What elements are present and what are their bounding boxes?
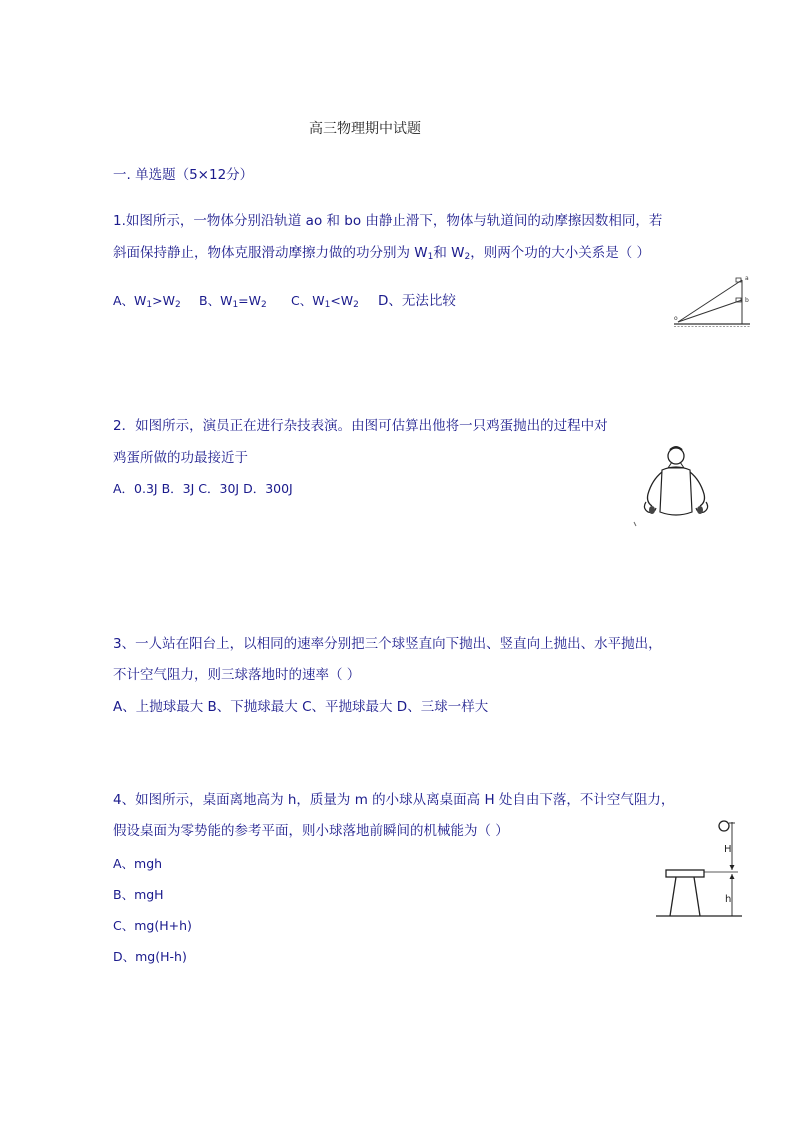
fig-label-a: a [745,275,749,282]
q3-options: A、上抛球最大 B、下抛球最大 C、平抛球最大 D、三球一样大 [113,699,489,715]
q3-stem-line1: 3、一人站在阳台上，以相同的速率分别把三个球竖直向下抛出、竖直向上抛出、水平抛出， [113,636,662,652]
incline-track-figure [670,272,754,328]
q4-option-c: C、mg(H+h) [113,918,192,933]
section-heading: 一. 单选题（5×12分） [113,167,254,183]
fig-label-H: H [724,844,732,855]
q1-option-c: C、$W_1<W_2$ [291,293,359,310]
q1-option-a: A、$W_1>W_2$ [113,293,181,310]
q1-stem-line1: 1.如图所示，一物体分别沿轨道 ao 和 bo 由静止滑下，物体与轨道间的动摩擦因数相同，若 [113,213,663,229]
juggler-figure [632,440,720,528]
fig-label-h: h [725,894,732,905]
q4-stem-line1: 4、如图所示，桌面离地高为 h，质量为 m 的小球从离桌面高 H 处自由下落，不计空气阻力， [113,792,675,808]
q2-stem-line2: 鸡蛋所做的功最接近于 [113,450,248,466]
q4-stem-line2: 假设桌面为零势能的参考平面，则小球落地前瞬间的机械能为（ ） [113,823,509,839]
q4-option-a: A、mgh [113,856,163,871]
page-title: 高三物理期中试题 [309,121,421,137]
q4-option-b: B、mgH [113,887,164,902]
q1-option-b: B、$W_1=W_2$ [199,293,267,310]
q1-stem-line2: 斜面保持静止，物体克服滑动摩擦力做的功分别为 $W_1$和 $W_2$，则两个功的大小关系是（ ） [113,245,651,262]
q3-stem-line2: 不计空气阻力，则三球落地时的速率（ ） [113,667,361,683]
q1-option-d: D、无法比较 [378,293,456,309]
q4-option-d: D、mg(H-h) [113,949,187,964]
q2-options: A．0.3J B．3J C．30J D．300J [113,481,293,496]
table-ball-figure [654,814,746,922]
fig-label-b: b [745,297,749,304]
fig-label-o: o [674,315,678,322]
q2-stem-line1: 2．如图所示，演员正在进行杂技表演。由图可估算出他将一只鸡蛋抛出的过程中对 [113,418,608,434]
